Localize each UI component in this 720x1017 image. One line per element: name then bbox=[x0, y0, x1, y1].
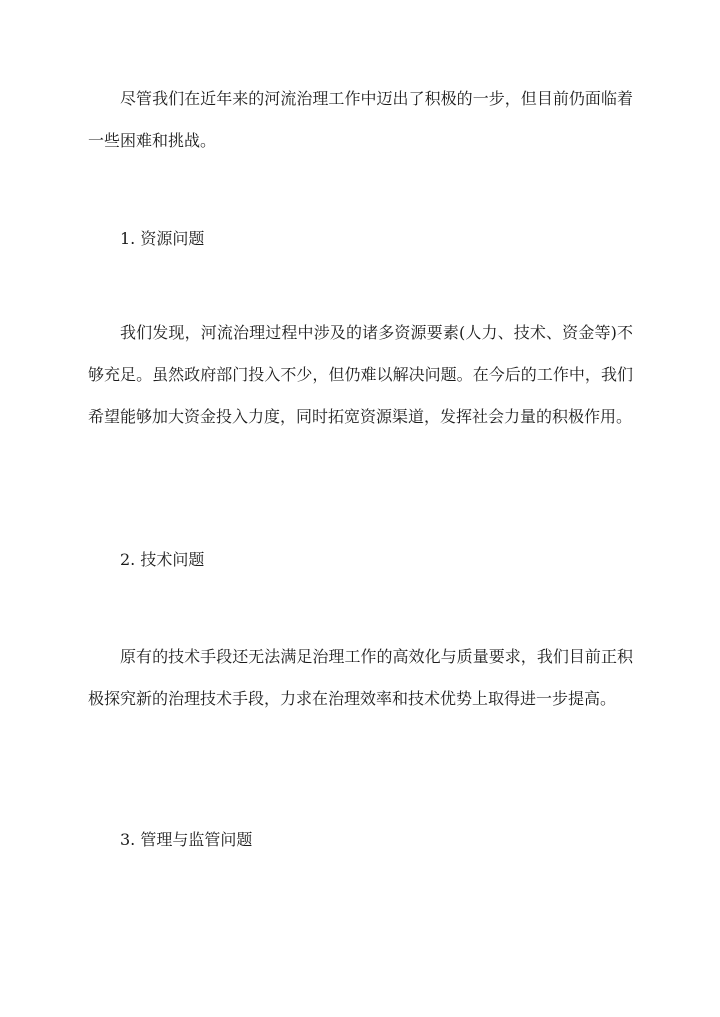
section-body-resources: 我们发现，河流治理过程中涉及的诸多资源要素(人力、技术、资金等)不够充足。虽然政府部门投入不少，但仍难以解决问题。在今后的工作中，我们希望能够加大资金投入力度，同时拓宽资源渠道，发挥社会力量的积极作用。 bbox=[88, 323, 633, 426]
section-heading-management: 3. 管理与监管问题 bbox=[120, 830, 253, 849]
section-heading-technology: 2. 技术问题 bbox=[120, 550, 205, 569]
section-body-technology: 原有的技术手段还无法满足治理工作的高效化与质量要求，我们目前正积极探究新的治理技术手段，力求在治理效率和技术优势上取得进一步提高。 bbox=[88, 647, 633, 708]
intro-paragraph: 尽管我们在近年来的河流治理工作中迈出了积极的一步，但目前仍面临着一些困难和挑战。 bbox=[88, 89, 633, 150]
section-heading-resources: 1. 资源问题 bbox=[120, 229, 205, 248]
